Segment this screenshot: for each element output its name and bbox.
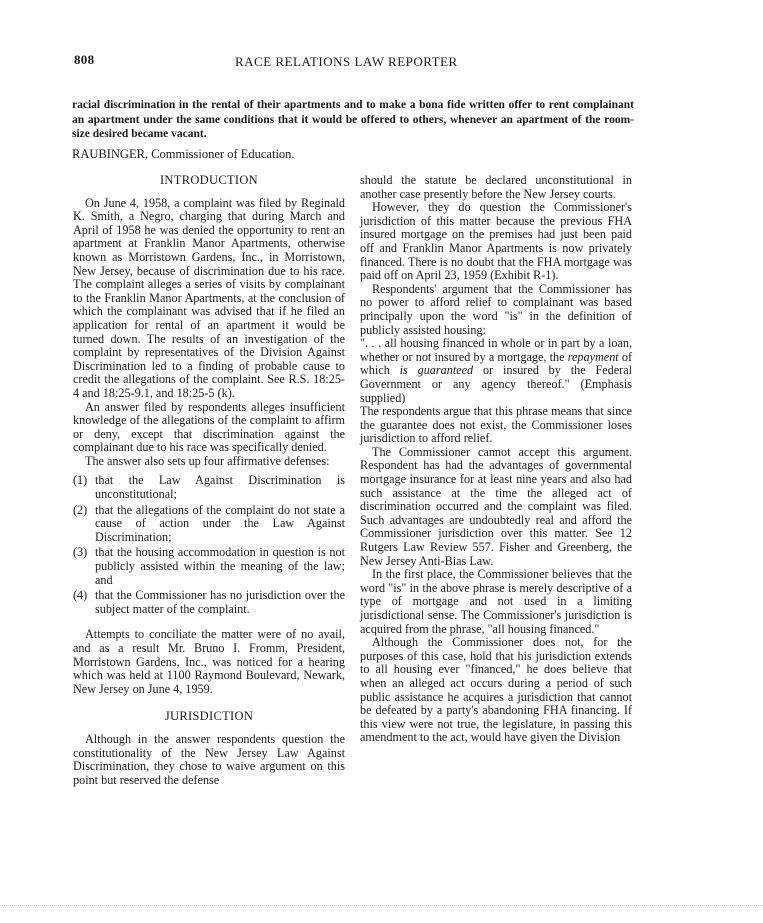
paragraph: Attempts to conciliate the matter were of no avail, and as a result Mr. Bruno I. Fromm, President, Morristown Gardens, Inc., was noticed for a hearing which was held at 1100 Raymond Boulevard, Newark, New Jersey on June 4, 1959. <box>73 627 345 696</box>
list-item <box>73 504 345 545</box>
paragraph: The Commissioner cannot accept this argument. Respondent has had the advantages of governmental mortgage insurance for at least nine years and also had such assistance at the time the alleged act of discrimination occurred and the complaint was filed. Such advantages are undoubtedly real and afford the Commissioner jurisdiction over this matter. See 12 Rutgers Law Review 557. Fisher and Greenberg, the New Jersey Anti-Bias Law. <box>360 444 632 568</box>
section-heading-introduction: INTRODUCTION <box>159 173 259 187</box>
paragraph: An answer filed by respondents alleges insufficient knowledge of the allegations of the complaint to affirm or deny, except that discrimination against the complainant due to his race was specifically denied. <box>73 399 345 455</box>
list-item-text: that the Commissioner has no jurisdiction over the subject matter of the complaint. <box>95 588 345 616</box>
paragraph: The answer also sets up four affirmative defenses: <box>85 453 330 468</box>
list-item-text: that the Law Against Discrimination is unconstitutional; <box>95 473 345 502</box>
quote-text: ". . . all housing financed in whole or in part by a loan, whether or not insured by a mortgage, the <box>360 336 632 364</box>
left-column <box>73 174 345 787</box>
quote-emphasis: is guaranteed <box>399 363 474 378</box>
quote-text: of which <box>360 349 632 378</box>
list-item <box>73 474 345 501</box>
paragraph: The respondents argue that this phrase means that since the guarantee does not exist, the Commissioner loses jurisdiction to afford relief. <box>360 404 632 446</box>
page-bottom-rule <box>0 905 763 906</box>
list-item-text: that the housing accommodation in question is not publicly assisted within the meaning of the law; and <box>95 545 345 587</box>
paragraph: Although in the answer respondents question the constitutionality of the New Jersey Law Against Discrimination, they chose to waive argument on this point but reserved the defense <box>73 731 345 787</box>
list-item <box>73 546 345 587</box>
defenses-list <box>73 474 345 616</box>
page-number: 808 <box>74 52 95 67</box>
list-marker: (2) <box>73 502 88 517</box>
paragraph: In the first place, the Commissioner believes that the word "is" in the above phrase is merely descriptive of a type of mortgage and not used in a limiting jurisdictional sense. The Commissioner's jurisdiction is acquired from the phrase, "all housing financed." <box>360 567 632 636</box>
list-marker: (4) <box>73 588 88 603</box>
list-marker: (1) <box>73 473 88 488</box>
paragraph: Although the Commissioner does not, for the purposes of this case, hold that his jurisdiction extends to all housing ever "financed," he does believe that when an alleged act occurs during a period of such public assistance he acquires a jurisdiction that cannot be defeated by a party's abandoning FHA financing. If this view were not true, the legislature, in passing this amendment to the act, would have given the Division <box>360 635 632 745</box>
quote-emphasis: repayment <box>567 349 619 364</box>
running-head: RACE RELATIONS LAW REPORTER <box>235 54 458 69</box>
attribution: RAUBINGER, Commissioner of Education. <box>72 147 295 161</box>
quote-text: or insured by the Federal Government or any agency thereof." (Emphasis supplied) <box>360 363 632 405</box>
paragraph: should the statute be declared unconstitutional in another case presently before the New Jersey courts. <box>360 173 632 201</box>
list-item <box>73 589 345 616</box>
holding-paragraph: racial discrimination in the rental of their apartments and to make a bona fide written offer to rent complainant an apartment under the same conditions that it would be offered to others, whenever an apartment of the room-size desired became vacant. <box>72 99 634 140</box>
paragraph: Respondents' argument that the Commissioner has no power to afford relief to complainant was based principally upon the word "is" in the definition of publicly assisted housing: <box>360 281 632 337</box>
paragraph: However, they do question the Commissioner's jurisdiction of this matter because the previous FHA insured mortgage on the premises had just been paid off and Franklin Manor Apartments is now privately financed. There is no doubt that the FHA mortgage was paid off on April 23, 1959 (Exhibit R-1). <box>360 200 632 283</box>
paragraph: On June 4, 1958, a complaint was filed by Reginald K. Smith, a Negro, charging that during March and April of 1958 he was denied the opportunity to rent an apartment at Franklin Manor Apartments, otherwise known as Morristown Gardens, Inc., in Morristown, New Jersey, because of discrimination due to his race. The complaint alleges a series of visits by complainant to the Franklin Manor Apartments, at the conclusion of which the complainant was advised that if he filed an application for rental of an apartment it would be turned down. The results of an investigation of the complaint by representatives of the Division Against Discrimination led to a finding of probable cause to credit the allegations of the complaint. See R.S. 18:25-4 and 18:25-9.1, and 18:25-5 (k). <box>73 195 345 400</box>
section-heading-jurisdiction: JURISDICTION <box>164 709 254 724</box>
list-marker: (3) <box>73 545 88 560</box>
right-column <box>360 174 632 745</box>
block-quote <box>360 337 632 405</box>
list-item-text: that the allegations of the complaint do not state a cause of action under the Law Against Discrimination; <box>95 502 345 544</box>
